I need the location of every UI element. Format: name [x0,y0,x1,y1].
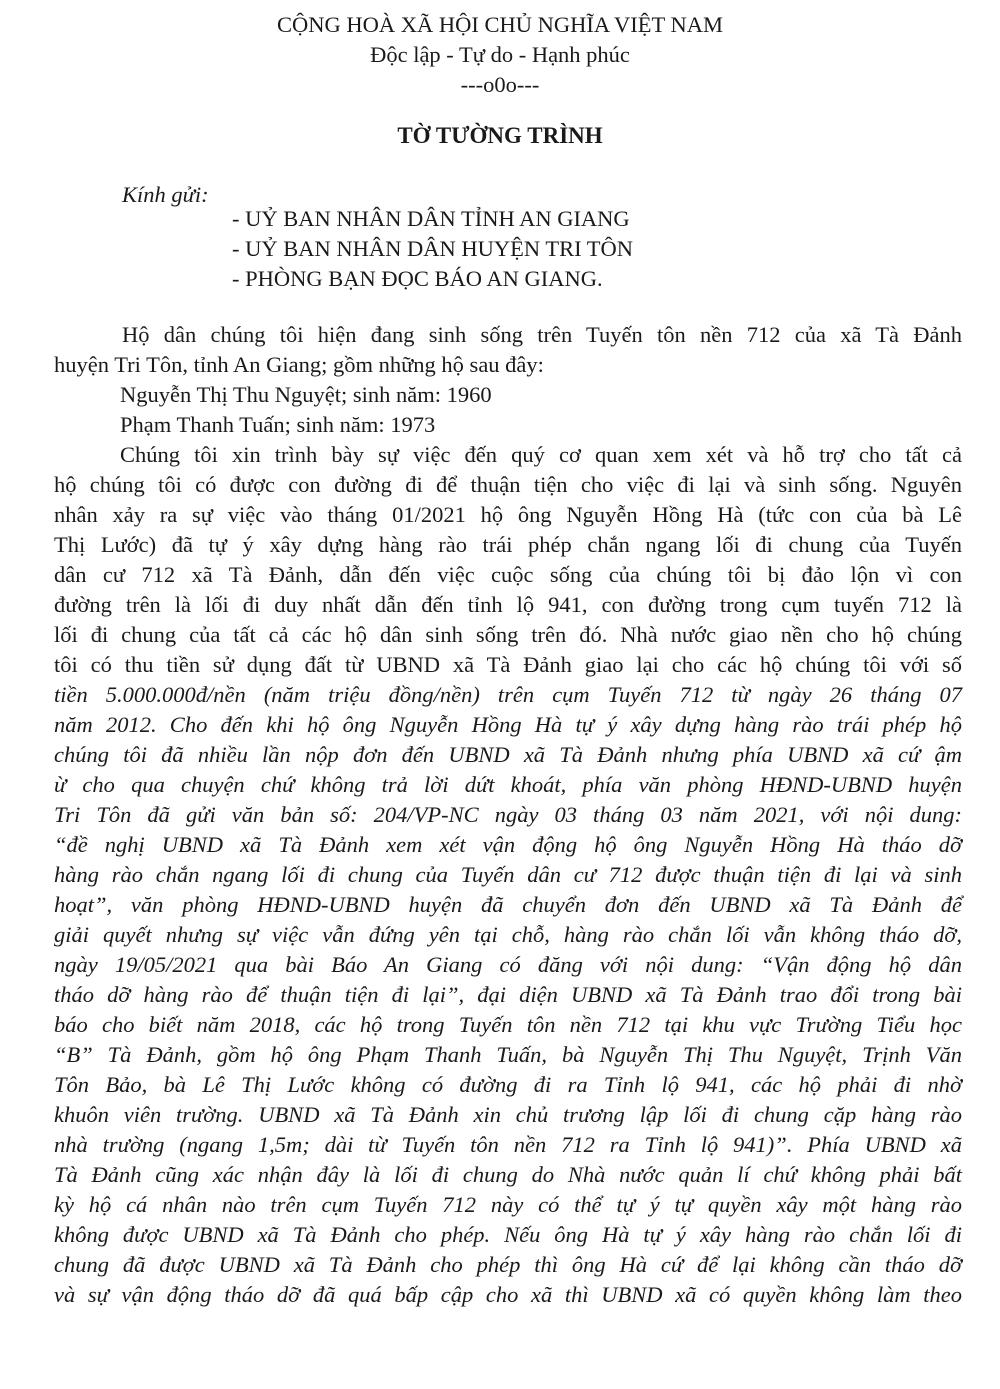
body-line: Tôn Bảo, bà Lê Thị Lước không có đường đi ra Tỉnh lộ 941, các hộ phải đi nhờ [54,1072,962,1097]
household-entry: Phạm Thanh Tuấn; sinh năm: 1973 [120,412,436,437]
recipient-item: - PHÒNG BẠN ĐỌC BÁO AN GIANG. [232,266,603,291]
body-line: lối đi chung của tất cả các hộ dân sinh sống trên đó. Nhà nước giao nền cho hộ chúng [54,622,962,647]
body-line: không được UBND xã Tà Đảnh cho phép. Nếu ông Hà tự ý xây hàng rào chắn lối đi [54,1222,962,1247]
body-line: Tà Đảnh cũng xác nhận đây là lối đi chung do Nhà nước quản lí chứ không phải bất [54,1162,962,1187]
body-line: huyện Tri Tôn, tỉnh An Giang; gồm những hộ sau đây: [54,352,544,377]
body-line: Chúng tôi xin trình bày sự việc đến quý cơ quan xem xét và hỗ trợ cho tất cả [120,442,962,467]
recipient-item: - UỶ BAN NHÂN DÂN HUYỆN TRI TÔN [232,236,634,261]
header-ornament: ---o0o--- [460,72,540,97]
body-line: dân cư 712 xã Tà Đảnh, dẫn đến việc cuộc sống của chúng tôi bị đảo lộn vì con [54,562,962,587]
body-line: Thị Lước) đã tự ý xây dựng hàng rào trái phép chắn ngang lối đi chung của Tuyến [54,532,962,557]
body-line: “B” Tà Đảnh, gồm hộ ông Phạm Thanh Tuấn, bà Nguyễn Thị Thu Nguyệt, Trịnh Văn [54,1042,962,1067]
body-line: tháo dỡ hàng rào để thuận tiện đi lại”, đại diện UBND xã Tà Đảnh trao đổi trong bài [54,982,962,1007]
body-line: đường trên là lối đi duy nhất dẫn đến tỉnh lộ 941, con đường trong cụm tuyến 712 là [54,592,962,617]
body-line: hoạt”, văn phòng HĐND-UBND huyện đã chuyển đơn đến UBND xã Tà Đảnh để [54,892,962,917]
body-line: hộ chúng tôi có được con đường đi để thuận tiện cho việc đi lại và sinh sống. Nguyên [54,472,962,497]
body-line: chúng tôi đã nhiều lần nộp đơn đến UBND xã Tà Đảnh nhưng phía UBND xã cứ ậm [54,742,962,767]
body-line: nhân xảy ra sự việc vào tháng 01/2021 hộ ông Nguyễn Hồng Hà (tức con của bà Lê [54,502,962,527]
body-line: tiền 5.000.000đ/nền (năm triệu đồng/nền) trên cụm Tuyến 712 từ ngày 26 tháng 07 [54,682,962,707]
body-line: hàng rào chắn ngang lối đi chung của Tuyến dân cư 712 được thuận tiện đi lại và sinh [54,862,962,887]
body-line: Tri Tôn đã gửi văn bản số: 204/VP-NC ngày 03 tháng 03 năm 2021, với nội dung: [54,802,962,827]
body-line: khuôn viên trường. UBND xã Tà Đảnh xin chủ trương lập lối đi chung cặp hàng rào [54,1102,962,1127]
body-line: Hộ dân chúng tôi hiện đang sinh sống trên Tuyến tôn nền 712 của xã Tà Đảnh [122,322,962,347]
body-line: ừ cho qua chuyện chứ không trả lời dứt khoát, phía văn phòng HĐND-UBND huyện [54,772,962,797]
body-line: giải quyết nhưng sự việc vẫn đứng yên tại chỗ, hàng rào chắn lối vẫn không tháo dỡ, [54,922,962,947]
body-line: và sự vận động tháo dỡ đã quá bấp cập cho xã thì UBND xã có quyền không làm theo [54,1282,962,1307]
body-line: chung đã được UBND xã Tà Đảnh cho phép thì ông Hà cứ để lại không cần tháo dỡ [54,1252,962,1277]
body-line: ngày 19/05/2021 qua bài Báo An Giang có đăng với nội dung: “Vận động hộ dân [54,952,962,977]
body-line: nhà trường (ngang 1,5m; dài từ Tuyến tôn nền 712 ra Tỉnh lộ 941)”. Phía UBND xã [54,1132,962,1157]
body-line: năm 2012. Cho đến khi hộ ông Nguyễn Hồng Hà tự ý xây dựng hàng rào trái phép hộ [54,712,962,737]
body-line: kỳ hộ cá nhân nào trên cụm Tuyến 712 này có thể tự ý tự quyền xây một hàng rào [54,1192,962,1217]
body-line: báo cho biết năm 2018, các hộ trong Tuyến tôn nền 712 tại khu vực Trường Tiểu học [54,1012,962,1037]
body-line: tôi có thu tiền sử dụng đất từ UBND xã Tà Đảnh giao lại cho các hộ chúng tôi với số [54,652,962,677]
household-entry: Nguyễn Thị Thu Nguyệt; sinh năm: 1960 [120,382,492,407]
country-heading: CỘNG HOÀ XÃ HỘI CHỦ NGHĨA VIỆT NAM [276,12,724,37]
body-line: “đề nghị UBND xã Tà Đảnh xem xét vận động hộ ông Nguyễn Hồng Hà tháo dỡ [54,832,962,857]
document-title: TỜ TƯỜNG TRÌNH [397,123,603,148]
recipient-greeting: Kính gửi: [122,182,209,207]
recipient-item: - UỶ BAN NHÂN DÂN TỈNH AN GIANG [232,206,630,231]
national-motto: Độc lập - Tự do - Hạnh phúc [370,42,630,67]
